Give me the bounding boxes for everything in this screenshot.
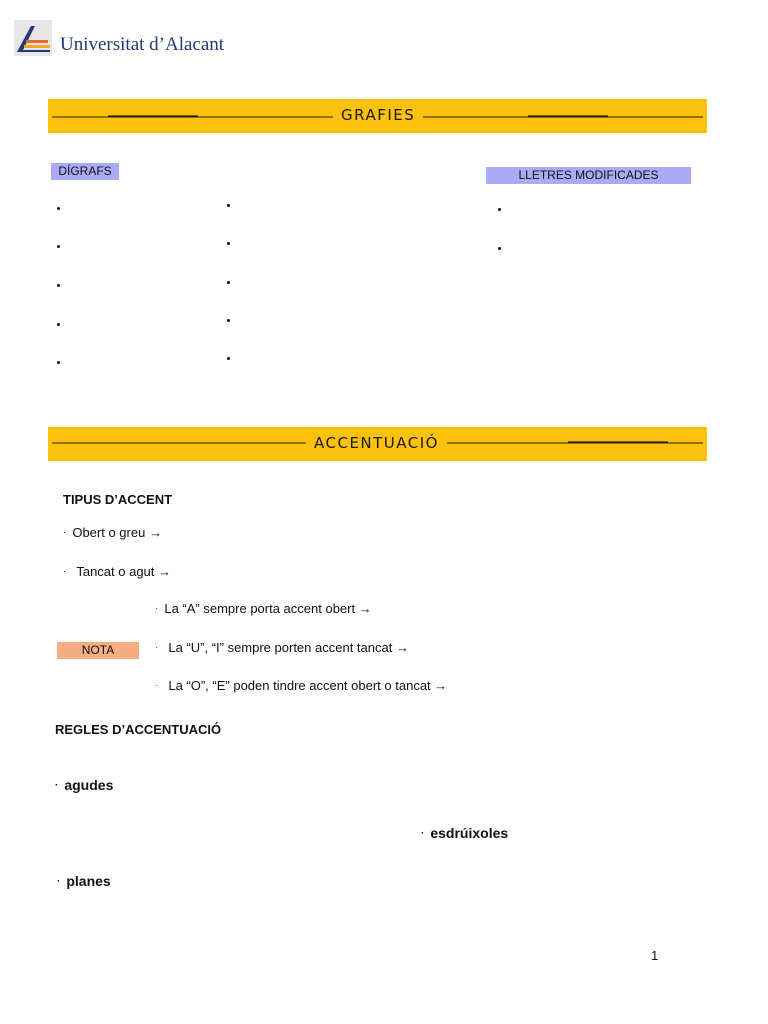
regla-item: [55, 777, 113, 793]
list-item: [63, 525, 162, 540]
bullet: [498, 247, 501, 250]
regla-item-text: agudes: [64, 777, 114, 793]
regla-item: [57, 873, 111, 889]
bullet: [227, 242, 230, 245]
list-item-text: Tancat o agut →: [76, 564, 172, 579]
bullet: [227, 357, 230, 360]
bullet: ·: [155, 642, 159, 653]
section-band-grafies: [48, 99, 707, 133]
bullet: ·: [55, 780, 59, 791]
section-title-grafies: GRAFIES: [333, 106, 423, 124]
bullet: [227, 204, 230, 207]
university-name: Universitat d’Alacant: [60, 34, 225, 55]
bullet: [227, 281, 230, 284]
list-item-text: Obert o greu →: [72, 525, 162, 540]
nota-item: [155, 640, 409, 655]
nota-item: [155, 601, 372, 616]
nota-item-text: La “O”, “E” poden tindre accent obert o tancat →: [168, 678, 448, 693]
regla-item-text: planes: [66, 873, 111, 889]
nota-item: [155, 678, 447, 693]
bullet: [57, 284, 60, 287]
bullet: [57, 207, 60, 210]
page-number: 1: [651, 948, 659, 963]
bullet: [227, 319, 230, 322]
nota-item-text: La “U”, “I” sempre porten accent tancat →: [168, 640, 409, 655]
list-item: [63, 564, 171, 579]
section-band-accentuacio: [48, 427, 707, 461]
bullet: [57, 361, 60, 364]
nota-item-text: La “A” sempre porta accent obert →: [164, 601, 372, 616]
regla-item-text: esdrúixoles: [430, 825, 509, 841]
lletres-modificades-label: LLETRES MODIFICADES: [486, 167, 691, 184]
bullet: ·: [155, 603, 159, 614]
digrafs-label: DÍGRAFS: [51, 163, 119, 180]
regla-item: [421, 825, 508, 841]
bullet: ·: [421, 828, 425, 839]
bullet: ·: [57, 876, 61, 887]
bullet: ·: [63, 527, 67, 538]
bullet: ·: [155, 680, 159, 691]
bullet: [57, 245, 60, 248]
nota-label: NOTA: [57, 642, 139, 659]
bullet: [57, 323, 60, 326]
regles-accentuacio-heading: REGLES D’ACCENTUACIÓ: [55, 722, 222, 737]
tipus-accent-heading: TIPUS D’ACCENT: [63, 492, 173, 507]
university-logo-icon: [14, 20, 52, 56]
section-title-accentuacio: ACCENTUACIÓ: [306, 434, 447, 452]
bullet: [498, 208, 501, 211]
bullet: ·: [63, 566, 67, 577]
